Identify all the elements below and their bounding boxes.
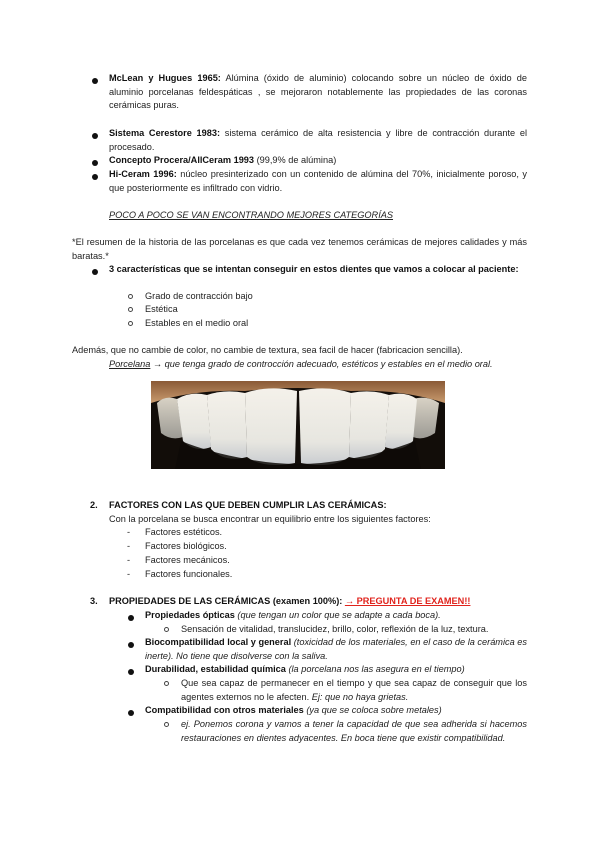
bullet (92, 133, 98, 139)
prop-durabilidad-sub: Que sea capaz de permanecer en el tiempo y que sea capaz de conseguir que los agentes externos no le afecten. Ej: que no haya grietas. (181, 678, 527, 702)
bullet (128, 669, 134, 675)
history-item-1: McLean y Hugues 1965: Alúmina (óxido de aluminio) colocando sobre un núcleo de óxido de aluminio porcelanas feldespáticas , se mejoraron notablemente las propiedades de las coronas cerámicas puras. (109, 73, 527, 110)
tres-item-3: Estables en el medio oral (145, 318, 249, 328)
bullet (92, 269, 98, 275)
ademas-text: Además, que no cambie de color, no cambie de textura, sea facil de hacer (fabricacion sencilla). (72, 345, 463, 355)
bullet (128, 642, 134, 648)
sec2-title: FACTORES CON LAS QUE DEBEN CUMPLIR LAS CERÁMICAS: (109, 500, 387, 510)
bullet (128, 710, 134, 716)
sec2-intro: Con la porcelana se busca encontrar un equilibrio entre los siguientes factores: (109, 514, 431, 524)
tres-item-1: Grado de contracción bajo (145, 291, 253, 301)
tres-item-2: Estética (145, 304, 178, 314)
circle-bullet (128, 294, 133, 299)
sec3-title: PROPIEDADES DE LAS CERÁMICAS (examen 100%): → PREGUNTA DE EXAMEN!! (109, 596, 471, 606)
teeth-photo (151, 381, 445, 469)
poco-heading: POCO A POCO SE VAN ENCONTRANDO MEJORES CATEGORÍAS (109, 210, 394, 220)
sec2-item-4: Factores funcionales. (145, 569, 233, 579)
dash-bullet: - (127, 527, 131, 537)
prop-compatibilidad-sub: ej. Ponemos corona y vamos a tener la capacidad de que sea adherida si hacemos restauraciones en dientes adyacentes. En boca tiene que existir compatibilidad. (181, 719, 527, 743)
history-item-4: Hi-Ceram 1996: núcleo presinterizado con un contenido de alúmina del 70%, inicialmente poroso, y que posteriormente es infiltrado con vidrio. (109, 169, 527, 193)
dash-bullet: - (127, 541, 131, 551)
circle-bullet (128, 307, 133, 312)
prop-compatibilidad: Compatibilidad con otros materiales (ya que se coloca sobre metales) (145, 705, 442, 715)
prop-opticas-sub: Sensación de vitalidad, translucidez, brillo, color, reflexión de la luz, textura. (181, 624, 489, 634)
circle-bullet (164, 681, 169, 686)
dash-bullet: - (127, 569, 131, 579)
prop-bio: Biocompatibilidad local y general (toxicidad de los materiales, en el caso de la cerámica es inerte). No tiene que disolverse con la saliva. (145, 637, 527, 661)
bullet (92, 174, 98, 180)
history-item-2: Sistema Cerestore 1983: sistema cerámico de alta resistencia y libre de contracción durante el procesado. (109, 128, 527, 152)
sec2-item-1: Factores estéticos. (145, 527, 223, 537)
history-item-3: Concepto Procera/AllCeram 1993 (99,9% de alúmina) (109, 155, 337, 165)
sec3-number: 3. (90, 596, 98, 606)
prop-opticas: Propiedades ópticas (que tengan un color que se adapte a cada boca). (145, 610, 441, 620)
exam-alert: → PREGUNTA DE EXAMEN!! (344, 596, 471, 606)
porcelana-line: Porcelana → que tenga grado de controcción adecuado, estéticos y estables en el medio oral. (109, 359, 493, 369)
prop-durabilidad: Durabilidad, estabilidad química (la porcelana nos las asegura en el tiempo) (145, 664, 465, 674)
circle-bullet (164, 722, 169, 727)
circle-bullet (128, 321, 133, 326)
bullet (128, 615, 134, 621)
sec2-item-3: Factores mecánicos. (145, 555, 230, 565)
dash-bullet: - (127, 555, 131, 565)
sec2-number: 2. (90, 500, 98, 510)
resumen-text: *El resumen de la historia de las porcelanas es que cada vez tenemos cerámicas de mejores calidades y más baratas.* (72, 237, 527, 261)
bullet (92, 78, 98, 84)
circle-bullet (164, 627, 169, 632)
sec2-item-2: Factores biológicos. (145, 541, 227, 551)
tres-title: 3 características que se intentan conseguir en estos dientes que vamos a colocar al paciente: (109, 264, 519, 274)
bullet (92, 160, 98, 166)
